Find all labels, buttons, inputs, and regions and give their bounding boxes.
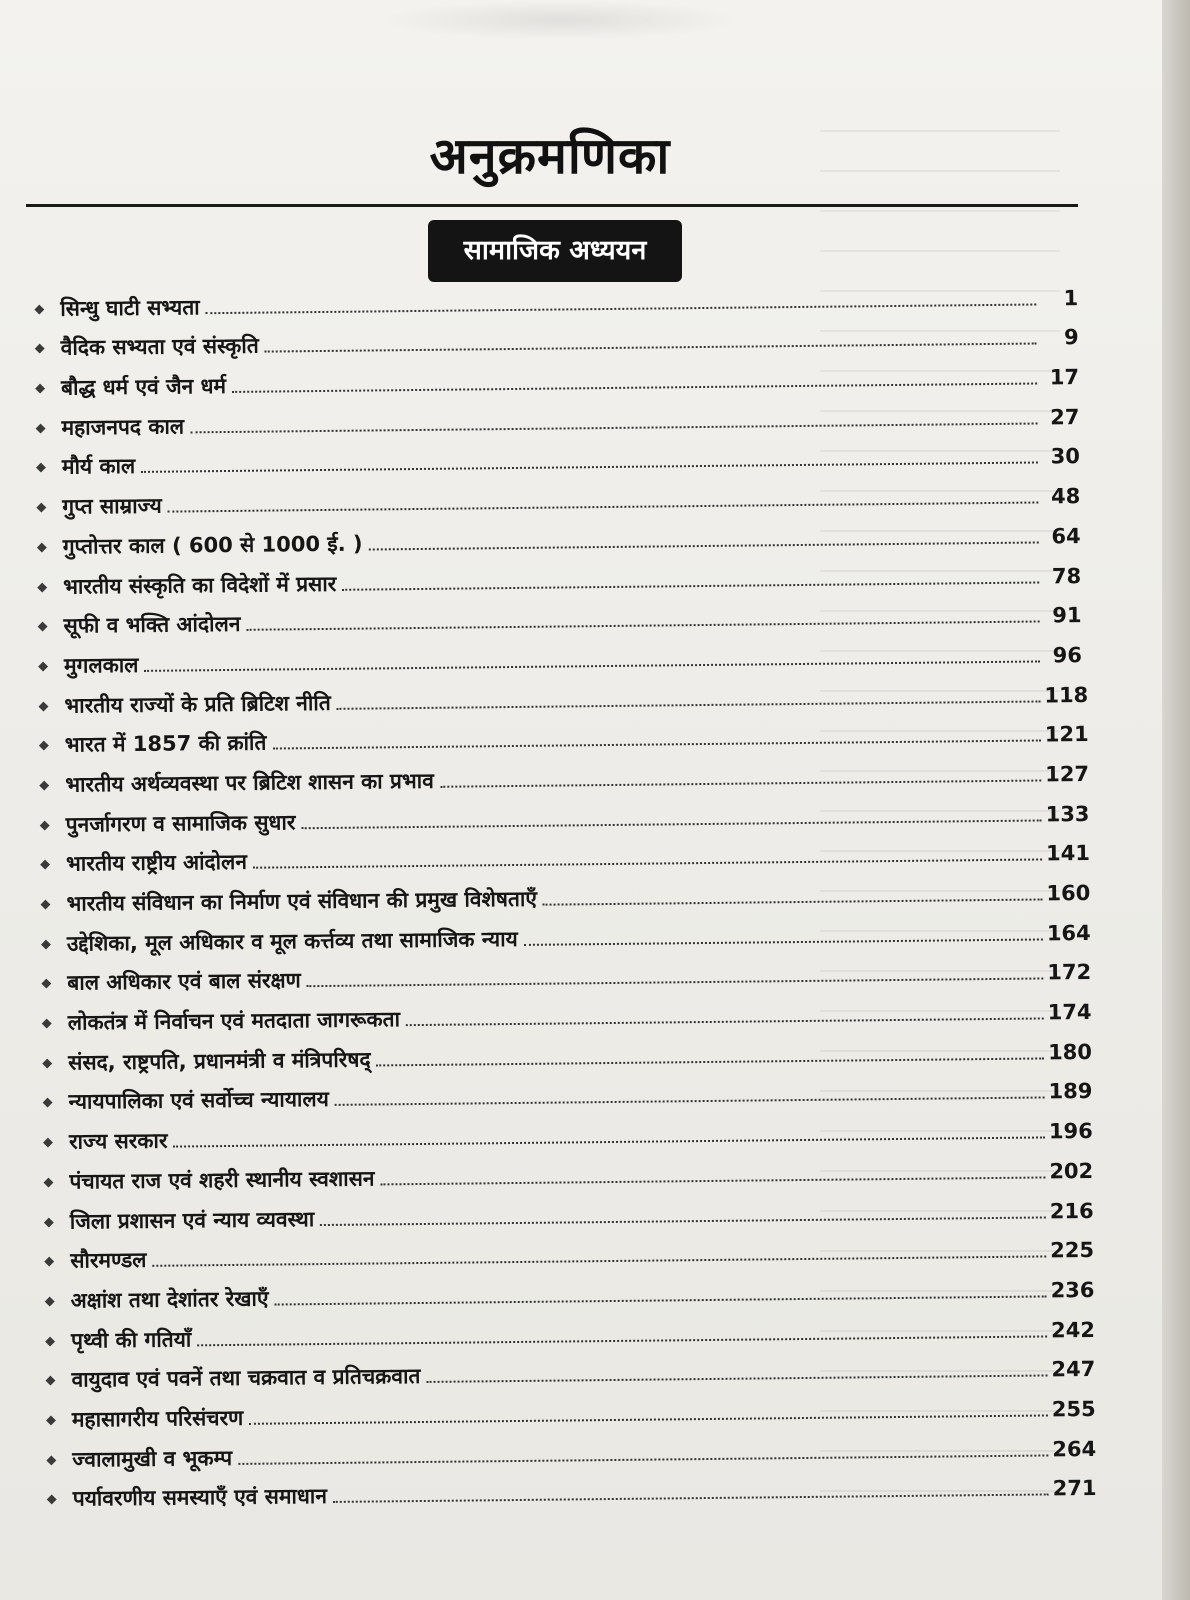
toc-entry-title: लोकतंत्र में निर्वाचन एवं मतदाता जागरूकता — [67, 1007, 401, 1035]
toc-entry-page-number: 164 — [1046, 920, 1091, 946]
diamond-bullet-icon: ◆ — [44, 1293, 55, 1309]
toc-entry-title: बौद्ध धर्म एवं जैन धर्म — [60, 374, 227, 400]
toc-entry-title: पंचायत राज एवं शहरी स्थानीय स्वशासन — [69, 1166, 375, 1194]
diamond-bullet-icon: ◆ — [43, 1174, 54, 1190]
diamond-bullet-icon: ◆ — [37, 619, 48, 635]
toc-entry-title: अक्षांश तथा देशांतर रेखाएँ — [70, 1286, 269, 1313]
diamond-bullet-icon: ◆ — [46, 1492, 57, 1508]
toc-entry-title: सूफी व भक्ति आंदोलन — [63, 612, 241, 638]
diamond-bullet-icon: ◆ — [40, 936, 52, 952]
diamond-bullet-icon: ◆ — [37, 658, 49, 674]
dot-leader — [337, 700, 1041, 709]
toc-entry-page-number: 121 — [1044, 722, 1089, 747]
dot-leader — [440, 779, 1041, 787]
table-of-contents — [34, 271, 1097, 1512]
toc-entry-page-number: 172 — [1047, 960, 1092, 985]
diamond-bullet-icon: ◆ — [42, 1134, 54, 1151]
dot-leader — [426, 1375, 1047, 1384]
toc-entry-title: ज्वालामुखी व भूकम्प — [72, 1445, 233, 1472]
toc-entry-title: महाजनपद काल — [61, 414, 185, 440]
toc-entry-page-number: 78 — [1051, 563, 1082, 588]
toc-entry-title: भारतीय राज्यों के प्रति ब्रिटिश नीति — [64, 690, 331, 718]
diamond-bullet-icon: ◆ — [34, 341, 45, 357]
diamond-bullet-icon: ◆ — [35, 380, 46, 397]
toc-entry-title: गुप्त साम्राज्य — [62, 493, 162, 519]
toc-entry-title: पुनर्जागरण व सामाजिक सुधार — [65, 809, 296, 837]
diamond-bullet-icon: ◆ — [45, 1333, 56, 1349]
section-badge: सामाजिक अध्ययन — [428, 220, 682, 282]
toc-entry-page-number: 247 — [1051, 1357, 1096, 1382]
toc-entry-title: गुप्तोत्तर काल ( 600 से 1000 ई. ) — [62, 531, 363, 559]
toc-entry-title: राज्य सरकार — [68, 1128, 168, 1154]
dot-leader — [381, 1176, 1046, 1185]
dot-leader — [543, 898, 1043, 905]
toc-entry-page-number: 160 — [1046, 880, 1091, 906]
toc-entry-title: जिला प्रशासन एवं न्याय व्यवस्था — [69, 1206, 315, 1234]
toc-entry-title: सिन्धु घाटी सभ्यता — [60, 294, 200, 321]
toc-entry-page-number: 1 — [1063, 285, 1079, 310]
toc-entry-title: महासागरीय परिसंचरण — [71, 1405, 244, 1432]
toc-entry-page-number: 236 — [1050, 1277, 1095, 1303]
toc-entry-page-number: 30 — [1050, 444, 1081, 469]
toc-entry-title: पर्यावरणीय समस्याएँ एवं समाधान — [72, 1484, 328, 1511]
diamond-bullet-icon: ◆ — [44, 1254, 55, 1270]
title-rule — [26, 204, 1078, 207]
toc-entry-page-number: 27 — [1050, 404, 1080, 430]
diamond-bullet-icon: ◆ — [42, 1095, 53, 1111]
toc-entry-title: वैदिक सभ्यता एवं संस्कृति — [60, 334, 259, 361]
toc-entry-page-number: 127 — [1045, 761, 1090, 787]
toc-entry-page-number: 271 — [1052, 1476, 1097, 1501]
toc-entry-title: वायुदाव एवं पवनें तथा चक्रवात व प्रतिचक्रवात — [71, 1364, 421, 1392]
diamond-bullet-icon: ◆ — [45, 1412, 56, 1428]
toc-entry-title: न्यायपालिका एवं सर्वोच्च न्यायालय — [68, 1087, 329, 1115]
toc-entry-title: मौर्य काल — [61, 454, 136, 480]
dot-leader — [335, 1097, 1045, 1106]
toc-entry-page-number: 174 — [1047, 1000, 1092, 1025]
diamond-bullet-icon: ◆ — [40, 896, 51, 912]
dot-leader — [406, 1018, 1044, 1027]
diamond-bullet-icon: ◆ — [40, 857, 51, 873]
diamond-bullet-icon: ◆ — [35, 460, 47, 476]
diamond-bullet-icon: ◆ — [34, 301, 45, 317]
dot-leader — [342, 581, 1039, 590]
toc-entry-page-number: 48 — [1050, 484, 1081, 509]
toc-entry-page-number: 225 — [1050, 1238, 1095, 1263]
toc-entry-title: भारतीय संविधान का निर्माण एवं संविधान की प्रमुख विशेषताएँ — [66, 886, 538, 916]
toc-entry-title: पृथ्वी की गतियाँ — [70, 1326, 192, 1353]
dot-leader — [377, 1057, 1045, 1066]
toc-entry-page-number: 202 — [1049, 1158, 1094, 1184]
toc-entry-page-number: 242 — [1050, 1317, 1095, 1342]
toc-entry-page-number: 96 — [1052, 642, 1083, 668]
diamond-bullet-icon: ◆ — [36, 500, 47, 516]
diamond-bullet-icon: ◆ — [45, 1373, 56, 1389]
toc-entry-page-number: 9 — [1063, 325, 1079, 350]
toc-entry-title: उद्देशिका, मूल अधिकार व मूल कर्त्तव्य तथा सामाजिक न्याय — [66, 926, 518, 956]
diamond-bullet-icon: ◆ — [37, 579, 48, 595]
toc-entry-page-number: 133 — [1045, 801, 1090, 827]
page-shadow — [380, 0, 740, 40]
toc-entry-title: भारत में 1857 की क्रांति — [64, 730, 267, 757]
diamond-bullet-icon: ◆ — [36, 539, 47, 555]
diamond-bullet-icon: ◆ — [42, 1055, 53, 1071]
toc-entry-page-number: 189 — [1048, 1079, 1093, 1104]
toc-entry-page-number: 196 — [1048, 1119, 1093, 1144]
toc-entry-title: सौरमण्डल — [70, 1248, 147, 1273]
dot-leader — [369, 541, 1039, 550]
toc-entry-page-number: 91 — [1052, 603, 1082, 628]
toc-entry-page-number: 255 — [1051, 1396, 1096, 1422]
dot-leader — [524, 938, 1043, 945]
toc-entry-page-number: 64 — [1051, 523, 1081, 549]
toc-entry-page-number: 118 — [1044, 682, 1089, 708]
toc-entry-page-number: 141 — [1045, 841, 1091, 866]
toc-entry-title: भारतीय संस्कृति का विदेशों में प्रसार — [63, 571, 337, 599]
toc-entry-page-number: 17 — [1049, 365, 1080, 390]
toc-entry-page-number: 264 — [1052, 1436, 1097, 1462]
diamond-bullet-icon: ◆ — [38, 738, 49, 754]
toc-entry-page-number: 180 — [1047, 1039, 1093, 1065]
toc-entry-title: मुगलकाल — [63, 652, 139, 678]
diamond-bullet-icon: ◆ — [39, 817, 50, 833]
diamond-bullet-icon: ◆ — [43, 1214, 54, 1230]
toc-entry-title: भारतीय राष्ट्रीय आंदोलन — [65, 850, 248, 877]
toc-entry-title: संसद, राष्ट्रपति, प्रधानमंत्री व मंत्रिपरिषद् — [68, 1047, 371, 1075]
diamond-bullet-icon: ◆ — [46, 1452, 57, 1468]
diamond-bullet-icon: ◆ — [41, 1015, 52, 1032]
diamond-bullet-icon: ◆ — [39, 777, 50, 793]
page-edge — [1162, 0, 1190, 1600]
toc-entry-page-number: 216 — [1049, 1198, 1094, 1223]
diamond-bullet-icon: ◆ — [35, 420, 46, 436]
diamond-bullet-icon: ◆ — [38, 698, 49, 714]
page-title: अनुक्रमणिका — [429, 127, 671, 185]
dot-leader — [333, 1494, 1049, 1503]
diamond-bullet-icon: ◆ — [41, 976, 52, 992]
toc-entry-title: बाल अधिकार एवं बाल संरक्षण — [67, 968, 301, 996]
toc-entry-title: भारतीय अर्थव्यवस्था पर ब्रिटिश शासन का प्रभाव — [65, 768, 434, 797]
